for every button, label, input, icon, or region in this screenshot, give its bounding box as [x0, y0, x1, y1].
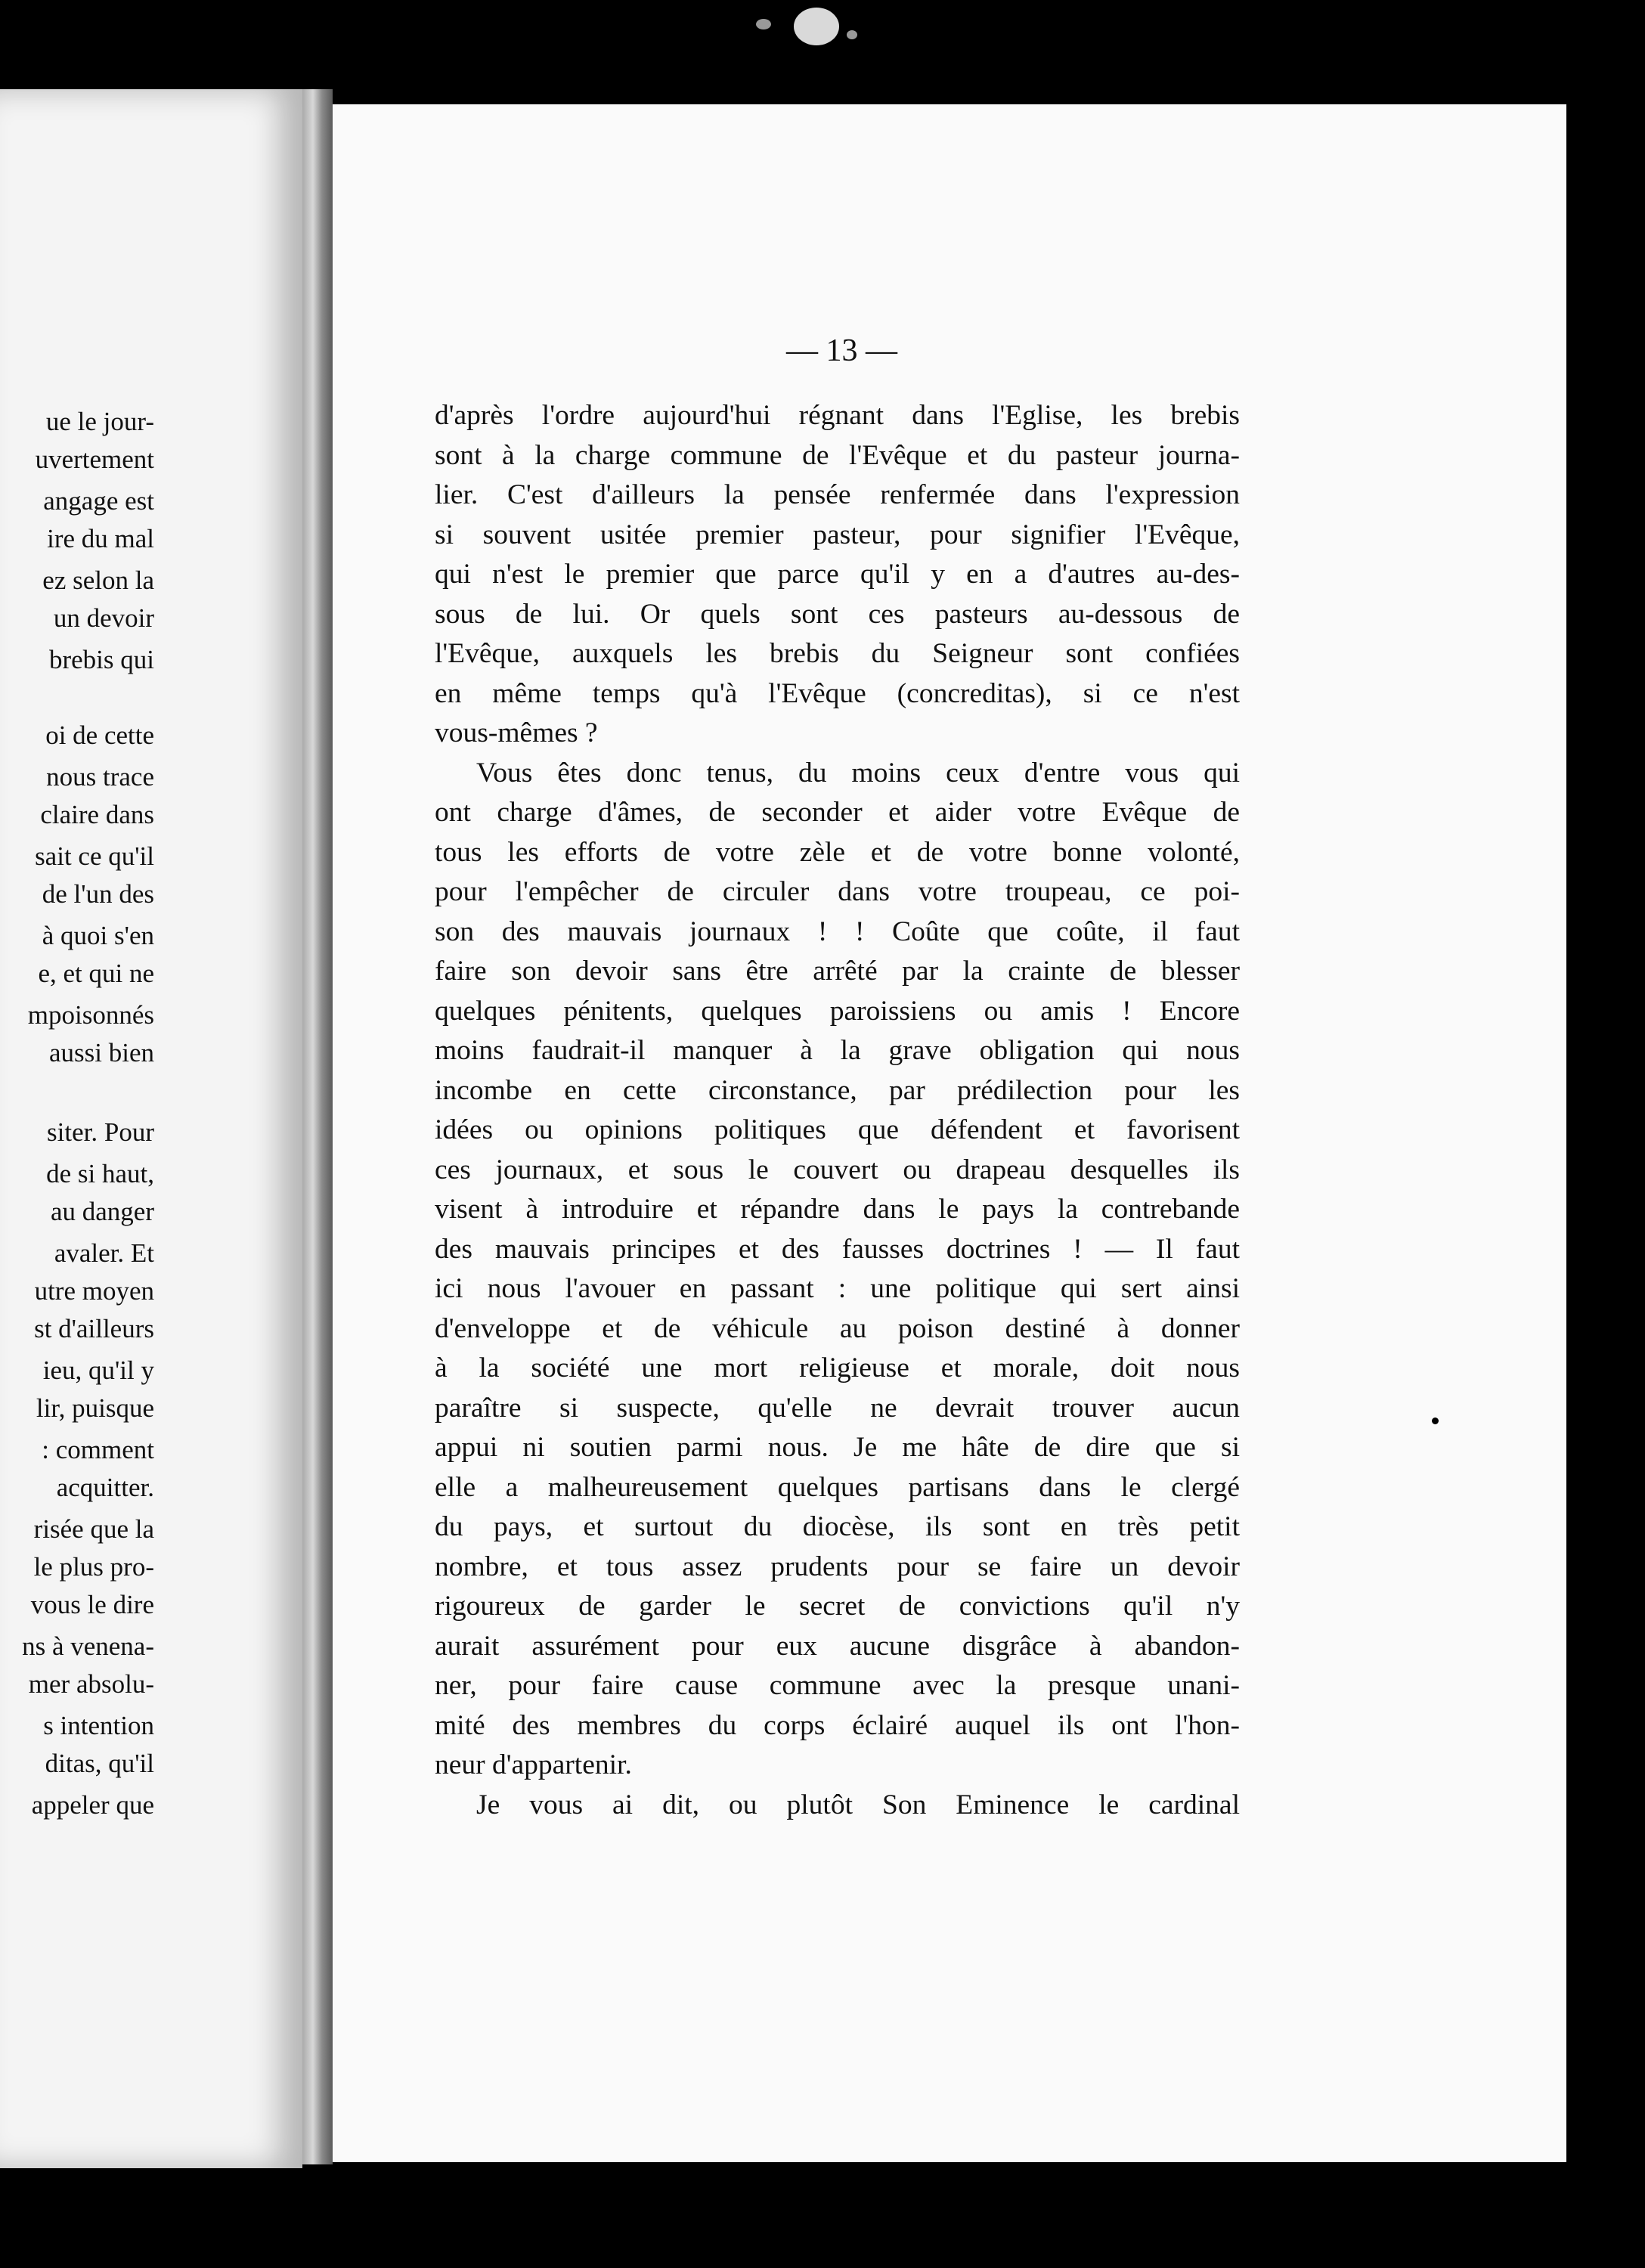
text-line: ner, pour faire cause commune avec la presque unani- [435, 1670, 1240, 1701]
left-page-line: ns à venena- [22, 1631, 154, 1661]
left-page-line: avaler. Et [54, 1238, 154, 1268]
text-line: sont à la charge commune de l'Evêque et du pasteur journa- [435, 439, 1240, 471]
left-page-line: à quoi s'en [42, 921, 154, 950]
left-page-line: st d'ailleurs [34, 1314, 154, 1343]
left-page-line: siter. Pour [47, 1117, 154, 1147]
text-line: paraître si suspecte, qu'elle ne devrait trouver aucun [435, 1392, 1240, 1424]
left-page-line: acquitter. [56, 1473, 154, 1502]
left-page-line: au danger [50, 1197, 154, 1226]
left-page-line: sait ce qu'il [35, 841, 154, 871]
left-page-line: de l'un des [42, 879, 154, 909]
text-line: mité des membres du corps éclairé auquel ils ont l'hon- [435, 1709, 1240, 1741]
text-line: elle a malheureusement quelques partisans dans le clergé [435, 1471, 1240, 1503]
text-line: aurait assurément pour eux aucune disgrâce à abandon- [435, 1630, 1240, 1662]
left-page-line: angage est [43, 486, 154, 516]
text-line: vous-mêmes ? [435, 717, 598, 748]
text-line: appui ni soutien parmi nous. Je me hâte de dire que si [435, 1432, 1240, 1463]
left-page-line: utre moyen [34, 1276, 154, 1306]
text-line: à la société une mort religieuse et morale, doit nous [435, 1352, 1240, 1383]
text-line: son des mauvais journaux ! ! Coûte que coûte, il faut [435, 916, 1240, 947]
left-page-line: risée que la [33, 1514, 154, 1544]
text-line: neur d'appartenir. [435, 1749, 632, 1780]
left-page-line: mer absolu- [28, 1669, 154, 1699]
book-gutter [302, 89, 333, 2164]
left-page-line: ieu, qu'il y [42, 1356, 154, 1385]
left-page-line: mpoisonnés [27, 1000, 154, 1030]
left-page-line: : comment [42, 1435, 154, 1464]
text-line: nombre, et tous assez prudents pour se faire un devoir [435, 1551, 1240, 1582]
text-line: quelques pénitents, quelques paroissiens ou amis ! Encore [435, 995, 1240, 1027]
left-page-line: appeler que [31, 1790, 154, 1820]
left-page-line: ez selon la [42, 565, 154, 595]
text-line: sous de lui. Or quels sont ces pasteurs au-dessous de [435, 598, 1240, 630]
left-page-line: ire du mal [47, 524, 154, 553]
text-line: idées ou opinions politiques que défendent et favorisent [435, 1114, 1240, 1145]
text-line: incombe en cette circonstance, par prédilection pour les [435, 1074, 1240, 1106]
text-line: des mauvais principes et des fausses doctrines ! — Il faut [435, 1233, 1240, 1265]
left-page-line: vous le dire [30, 1590, 154, 1619]
text-line: ces journaux, et sous le couvert ou drapeau desquelles ils [435, 1154, 1240, 1185]
left-page-line: e, et qui ne [38, 959, 154, 988]
text-line: du pays, et surtout du diocèse, ils sont en très petit [435, 1511, 1240, 1542]
text-line: rigoureux de garder le secret de convictions qu'il n'y [435, 1591, 1240, 1622]
left-page [0, 89, 302, 2168]
text-line: pour l'empêcher de circuler dans votre troupeau, ce poi- [435, 876, 1240, 907]
text-line: en même temps qu'à l'Evêque (concreditas), si ce n'est [435, 677, 1240, 709]
text-line: Je vous ai dit, ou plutôt Son Eminence le cardinal [476, 1789, 1240, 1820]
text-line: faire son devoir sans être arrêté par la crainte de blesser [435, 956, 1240, 987]
text-line: lier. C'est d'ailleurs la pensée renfermée dans l'expression [435, 479, 1240, 510]
text-line: visent à introduire et répandre dans le pays la contrebande [435, 1194, 1240, 1225]
left-page-line: lir, puisque [36, 1393, 154, 1423]
text-line: tous les efforts de votre zèle et de votre bonne volonté, [435, 836, 1240, 868]
text-line: l'Evêque, auxquels les brebis du Seigneur sont confiées [435, 638, 1240, 669]
left-page-line: uvertement [35, 445, 154, 474]
text-line: d'après l'ordre aujourd'hui régnant dans l'Eglise, les brebis [435, 400, 1240, 431]
text-line: ont charge d'âmes, de seconder et aider votre Evêque de [435, 797, 1240, 828]
text-line: qui n'est le premier que parce qu'il y en a d'autres au-des- [435, 559, 1240, 590]
text-line: Vous êtes donc tenus, du moins ceux d'entre vous qui [476, 757, 1240, 789]
text-line: si souvent usitée premier pasteur, pour signifier l'Evêque, [435, 519, 1240, 550]
left-page-line: un devoir [53, 603, 154, 633]
left-page-line: claire dans [40, 800, 154, 829]
left-page-line: le plus pro- [33, 1552, 154, 1582]
left-page-line: aussi bien [48, 1038, 154, 1067]
left-page-line: ue le jour- [45, 407, 154, 436]
page-number: — 13 — [786, 333, 897, 368]
left-page-line: ditas, qu'il [45, 1749, 154, 1778]
text-line: ici nous l'avouer en passant : une politique qui sert ainsi [435, 1273, 1240, 1304]
left-page-line: oi de cette [45, 720, 154, 750]
left-page-line: nous trace [46, 762, 154, 792]
left-page-line: brebis qui [48, 645, 154, 674]
text-line: moins faudrait-il manquer à la grave obligation qui nous [435, 1035, 1240, 1066]
left-page-line: s intention [43, 1711, 154, 1740]
text-line: d'enveloppe et de véhicule au poison destiné à donner [435, 1312, 1240, 1344]
left-page-line: de si haut, [46, 1159, 154, 1188]
